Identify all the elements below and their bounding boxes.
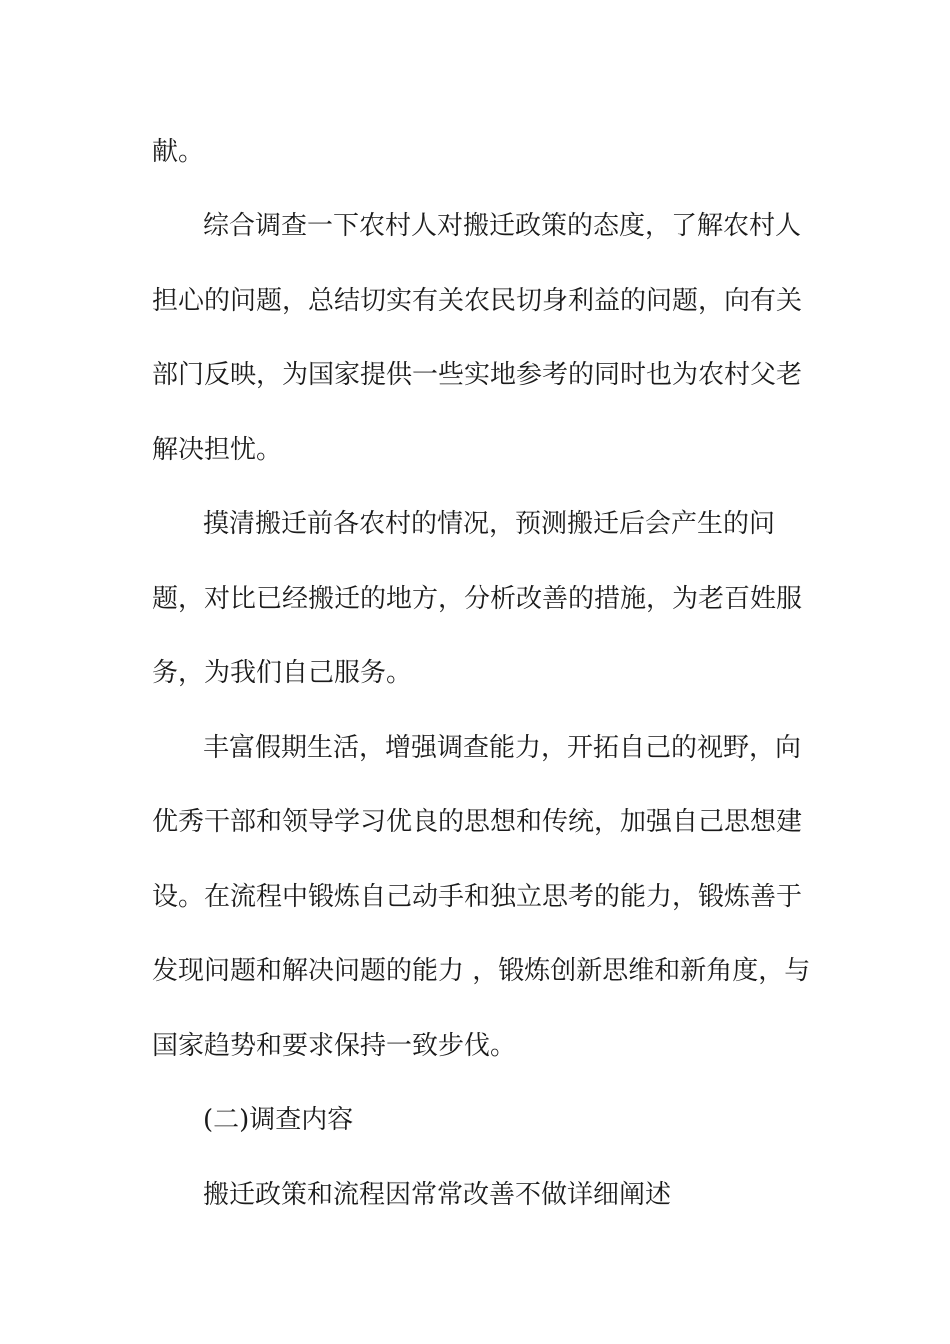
paragraph-line: 综合调查一下农村人对搬迁政策的态度，了解农村人 [203, 211, 802, 241]
paragraph-line: 丰富假期生活，增强调查能力，开拓自己的视野，向 [203, 733, 802, 763]
paragraph-line: 搬迁政策和流程因常常改善不做详细阐述 [203, 1180, 672, 1210]
section-heading: (二)调查内容 [203, 1105, 354, 1135]
paragraph-line: 解决担忧。 [152, 435, 283, 465]
paragraph-line: 题，对比已经搬迁的地方，分析改善的措施，为老百姓服 [152, 584, 803, 614]
paragraph-line: 国家趋势和要求保持一致步伐。 [152, 1031, 517, 1061]
paragraph-line: 献。 [152, 137, 205, 167]
paragraph-line: 部门反映，为国家提供一些实地参考的同时也为农村父老 [152, 360, 803, 390]
paragraph-line: 发现问题和解决问题的能力 ，锻炼创新思维和新角度，与 [152, 956, 811, 986]
paragraph-line: 优秀干部和领导学习优良的思想和传统，加强自己思想建 [152, 807, 803, 837]
paragraph-line: 担心的问题，总结切实有关农民切身利益的问题，向有关 [152, 286, 803, 316]
paragraph-line: 设。在流程中锻炼自己动手和独立思考的能力，锻炼善于 [152, 882, 803, 912]
paragraph-line: 务，为我们自己服务。 [152, 658, 413, 688]
paragraph-line: 摸清搬迁前各农村的情况，预测搬迁后会产生的问 [203, 509, 776, 539]
